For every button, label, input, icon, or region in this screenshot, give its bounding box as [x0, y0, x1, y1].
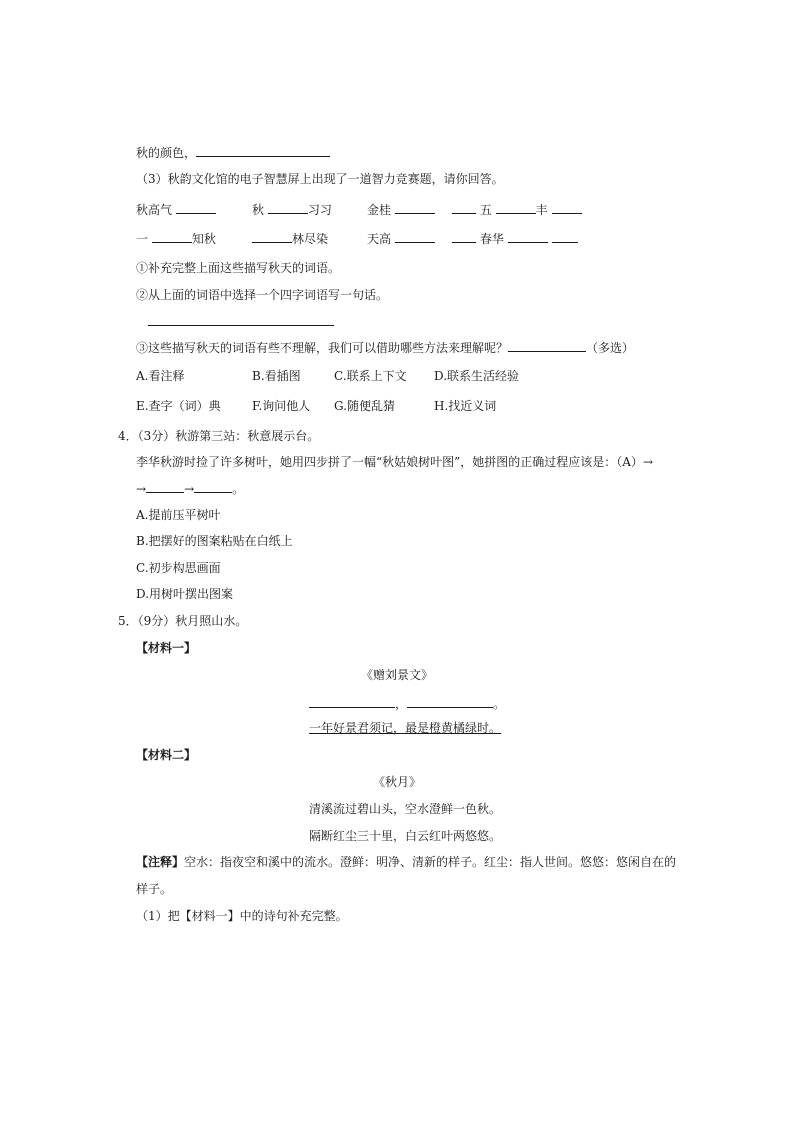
word-item: 林尽染	[252, 230, 328, 247]
sentence-answer-line[interactable]	[148, 313, 334, 330]
answer-blank[interactable]	[194, 480, 232, 493]
poem-1-title: 《赠刘景文》	[360, 668, 433, 682]
word-item: 天高	[367, 230, 435, 247]
material-1-label: 【材料一】	[136, 641, 197, 655]
word-item: 五 丰	[452, 201, 582, 218]
answer-blank[interactable]	[395, 201, 435, 214]
poem-2-title: 《秋月》	[372, 775, 421, 789]
q4-option-b: B.把摆好的图案粘贴在白纸上	[136, 534, 293, 548]
q4-title: 4．（3分）秋游第三站：秋意展示台。	[118, 429, 320, 443]
answer-blank[interactable]	[252, 230, 292, 243]
annotation-text: 空水：指夜空和溪中的流水。澄鲜：明净、清新的样子。红尘：指人世间。悠悠：悠闲自在的	[184, 855, 677, 869]
q3-item1: ①补充完整上面这些描写秋天的词语。	[136, 261, 341, 275]
material-2-label: 【材料二】	[136, 748, 197, 762]
answer-blank[interactable]	[176, 201, 216, 214]
word-item: 一 知秋	[136, 232, 216, 246]
poem-2-line2: 隔断红尘三十里，白云红叶两悠悠。	[309, 829, 502, 843]
option-h[interactable]: H.找近义词	[434, 399, 497, 413]
q3-item2: ②从上面的词语中选择一个四字词语写一句话。	[136, 288, 389, 302]
answer-blank[interactable]	[552, 201, 582, 214]
word-item: 金桂	[367, 201, 435, 218]
option-e[interactable]: E.查字（词）典	[136, 399, 221, 413]
option-f[interactable]: F.询问他人	[252, 399, 311, 413]
answer-blank[interactable]	[309, 695, 395, 708]
annotation	[136, 854, 676, 870]
answer-blank[interactable]	[452, 201, 476, 214]
q4-option-c: C.初步构思画面	[136, 561, 221, 575]
option-d[interactable]: D.联系生活经验	[434, 369, 520, 383]
poem-1-line2: 一年好景君须记，最是橙黄橘绿时。	[309, 721, 502, 735]
autumn-color-label: 秋的颜色，	[136, 146, 197, 160]
word-item: 秋高气	[136, 201, 216, 218]
poem-1-line1: ， 。	[309, 695, 505, 712]
autumn-color-line	[136, 144, 330, 161]
answer-blank[interactable]	[452, 230, 476, 243]
q3-sub3-intro: （3）秋韵文化馆的电子智慧屏上出现了一道智力竞赛题，请你回答。	[136, 172, 504, 186]
q4-option-d: D.用树叶摆出图案	[136, 587, 234, 601]
answer-blank[interactable]	[146, 480, 184, 493]
option-b[interactable]: B.看插图	[252, 369, 301, 383]
answer-blank[interactable]	[196, 144, 330, 157]
option-a[interactable]: A.看注释	[136, 369, 185, 383]
word-item: 春华	[452, 230, 578, 247]
annotation-text-cont: 样子。	[136, 882, 173, 896]
q5-sub1: （1）把【材料一】中的诗句补充完整。	[136, 909, 348, 923]
word-item: 秋 习习	[252, 203, 332, 217]
option-c[interactable]: C.联系上下文	[334, 369, 407, 383]
q5-title: 5．（9分）秋月照山水。	[118, 614, 248, 628]
answer-blank[interactable]	[395, 230, 435, 243]
q4-text: 李华秋游时捡了许多树叶，她用四步拼了一幅“秋姑娘树叶图”，她拼图的正确过程应该是：（A）→	[136, 455, 653, 469]
answer-blank[interactable]	[268, 201, 308, 214]
answer-blank[interactable]	[508, 339, 586, 352]
q4-sequence: → → 。	[136, 482, 245, 496]
answer-blank[interactable]	[407, 695, 493, 708]
q3-item3: ③这些描写秋天的词语有些不理解，我们可以借助哪些方法来理解呢？ （多选）	[136, 341, 635, 355]
answer-blank[interactable]	[552, 230, 578, 243]
q4-option-a: A.提前压平树叶	[136, 508, 221, 522]
poem-2-line1: 清溪流过碧山头，空水澄鲜一色秋。	[309, 802, 502, 816]
answer-blank[interactable]	[496, 201, 536, 214]
answer-blank[interactable]	[152, 230, 192, 243]
annotation-label: 【注释】	[136, 855, 185, 869]
answer-blank[interactable]	[508, 230, 548, 243]
option-g[interactable]: G.随便乱猜	[334, 399, 395, 413]
